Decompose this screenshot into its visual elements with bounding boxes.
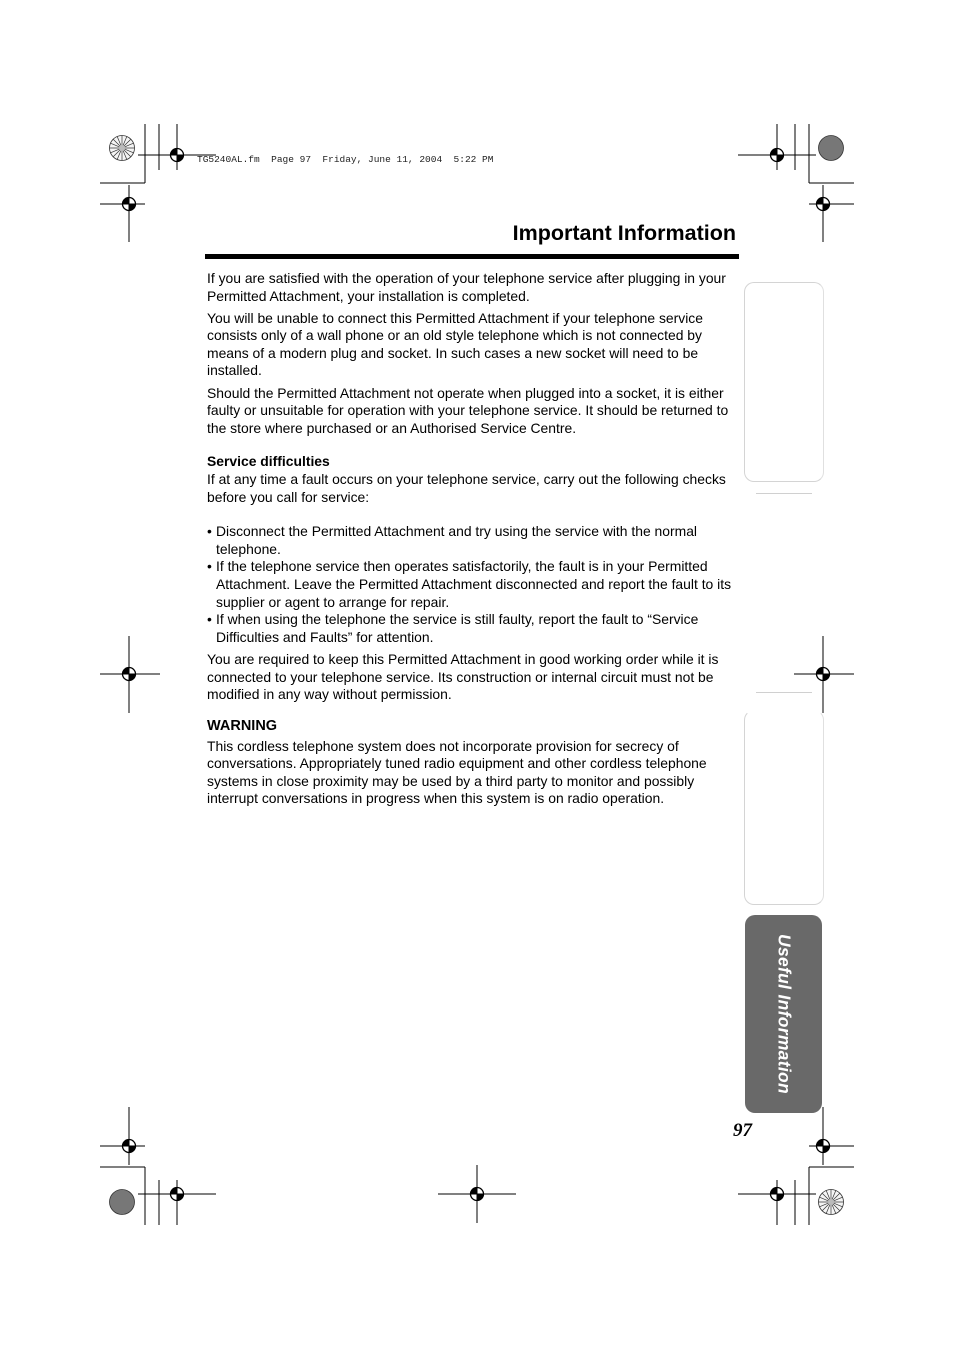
paragraph-good-working-order: You are required to keep this Permitted Attachment in good working order while it is connected to your telephone service. Its construction or internal circuit must not be modified in any way without permission. — [207, 651, 719, 703]
print-header: TG5240AL.fm Page 97 Friday, June 11, 2004 5:22 PM — [197, 154, 494, 165]
list-item: • If when using the telephone the service is still faulty, report the fault to “Service Difficulties and Faults” for attention. — [207, 611, 699, 645]
paragraph-unable-to-connect: You will be unable to connect this Permitted Attachment if your telephone service consists only of a wall phone or an old style telephone which is not connected by means of a modern plug and socket. In such cases a new socket will need to be installed. — [207, 309, 703, 379]
bullet-icon: • — [207, 558, 212, 575]
service-difficulties-intro: If at any time a fault occurs on your telephone service, carry out the following checks before you call for service: — [207, 470, 726, 505]
list-item: • Disconnect the Permitted Attachment and try using the service with the normal telephone. — [207, 523, 698, 557]
warning-text: This cordless telephone system does not incorporate provision for secrecy of conversations. Appropriately tuned radio equipment and other cordless telephone systems in close proximity may be used by a third party to monitor and possibly interrupt conversations in progress when this system is on radio operation. — [207, 737, 707, 807]
bullet-icon: • — [207, 523, 212, 540]
paragraph-installation-complete: If you are satisfied with the operation of your telephone service after plugging in your Permitted Attachment, your installation is completed. — [207, 270, 726, 304]
list-item: • If the telephone service then operates satisfactorily, the fault is in your Permitted Attachment. Leave the Permitted Attachment disconnected and report the fault to its supplier or agent to arrange for repair. — [207, 558, 732, 610]
bullet-icon: • — [207, 611, 212, 628]
page-number: 97 — [733, 1120, 752, 1141]
side-tab-label: Useful Information — [774, 934, 794, 1094]
service-difficulties-heading: Service difficulties — [207, 453, 330, 470]
warning-heading: WARNING — [207, 718, 278, 735]
paragraph-not-operate: Should the Permitted Attachment not operate when plugged into a socket, it is either faulty or unsuitable for operation with your telephone service. It should be returned to the store where purchased or an Authorised Service Centre. — [207, 384, 729, 436]
page-title: Important Information — [512, 221, 736, 245]
